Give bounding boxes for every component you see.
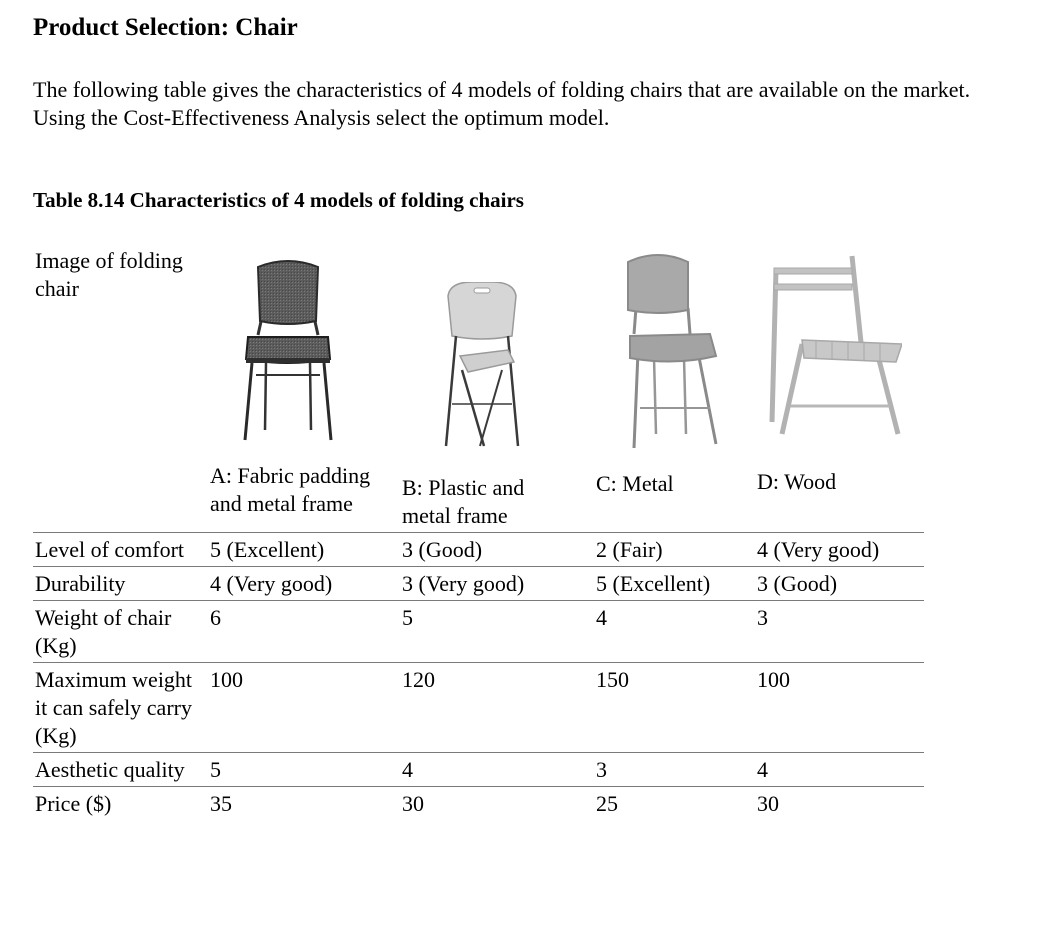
row-label-max-weight-line-2: it can safely carry: [35, 695, 192, 720]
row-label-max-weight-line-1: Maximum weight: [35, 667, 193, 692]
model-a-name-line-1: A: Fabric padding: [210, 463, 371, 488]
row-label-durability: Durability: [35, 571, 126, 596]
fabric-metal-chair-icon: [238, 255, 338, 447]
row-label-weight-line-2: (Kg): [35, 633, 77, 658]
row-label-max-weight-line-3: (Kg): [35, 723, 77, 748]
table-rule: [33, 600, 924, 601]
aesthetic-value-a: 5: [210, 757, 221, 782]
row-label-max-weight: [35, 666, 192, 750]
model-a-name-line-2: and metal frame: [210, 491, 353, 516]
table-rule: [33, 566, 924, 567]
price-value-a: 35: [210, 791, 232, 816]
table-rule: [33, 752, 924, 753]
row-label-weight-line-1: Weight of chair: [35, 605, 172, 630]
price-value-d: 30: [757, 791, 779, 816]
model-c-header: C: Metal: [596, 471, 674, 496]
wood-chair-icon: [764, 252, 902, 438]
image-row-label: [35, 247, 183, 303]
comfort-value-a: 5 (Excellent): [210, 537, 325, 562]
durability-value-a: 4 (Very good): [210, 571, 333, 596]
aesthetic-value-c: 3: [596, 757, 607, 782]
weight-value-b: 5: [402, 605, 413, 630]
table-rule: [33, 532, 924, 533]
weight-value-d: 3: [757, 605, 768, 630]
row-label-comfort: Level of comfort: [35, 537, 185, 562]
metal-chair-icon: [614, 248, 720, 450]
row-label-price: Price ($): [35, 791, 112, 816]
aesthetic-value-b: 4: [402, 757, 413, 782]
intro-paragraph: The following table gives the characteristics of 4 models of folding chairs that are available on the market. Using the Cost-Effectiveness Analysis select the optimum model.: [33, 77, 971, 130]
weight-value-c: 4: [596, 605, 607, 630]
max-weight-value-a: 100: [210, 667, 243, 692]
price-value-c: 25: [596, 791, 618, 816]
image-row-label-line-1: Image of folding: [35, 248, 183, 273]
model-b-name-line-1: B: Plastic and: [402, 475, 525, 500]
max-weight-value-d: 100: [757, 667, 790, 692]
row-label-weight: [35, 604, 171, 660]
model-b-header: [402, 474, 524, 530]
row-label-aesthetic: Aesthetic quality: [35, 757, 185, 782]
plastic-metal-chair-icon: [440, 282, 524, 448]
comfort-value-c: 2 (Fair): [596, 537, 663, 562]
table-rule: [33, 662, 924, 663]
model-a-header: [210, 462, 370, 518]
durability-value-b: 3 (Very good): [402, 571, 525, 596]
max-weight-value-c: 150: [596, 667, 629, 692]
model-b-name-line-2: metal frame: [402, 503, 508, 528]
table-rule: [33, 786, 924, 787]
max-weight-value-b: 120: [402, 667, 435, 692]
weight-value-a: 6: [210, 605, 221, 630]
price-value-b: 30: [402, 791, 424, 816]
durability-value-d: 3 (Good): [757, 571, 838, 596]
image-row-label-line-2: chair: [35, 276, 79, 301]
comfort-value-d: 4 (Very good): [757, 537, 880, 562]
page-title: Product Selection: Chair: [33, 14, 298, 41]
aesthetic-value-d: 4: [757, 757, 768, 782]
durability-value-c: 5 (Excellent): [596, 571, 711, 596]
table-caption: Table 8.14 Characteristics of 4 models of folding chairs: [33, 188, 524, 212]
model-d-header: D: Wood: [757, 469, 837, 494]
comfort-value-b: 3 (Good): [402, 537, 483, 562]
